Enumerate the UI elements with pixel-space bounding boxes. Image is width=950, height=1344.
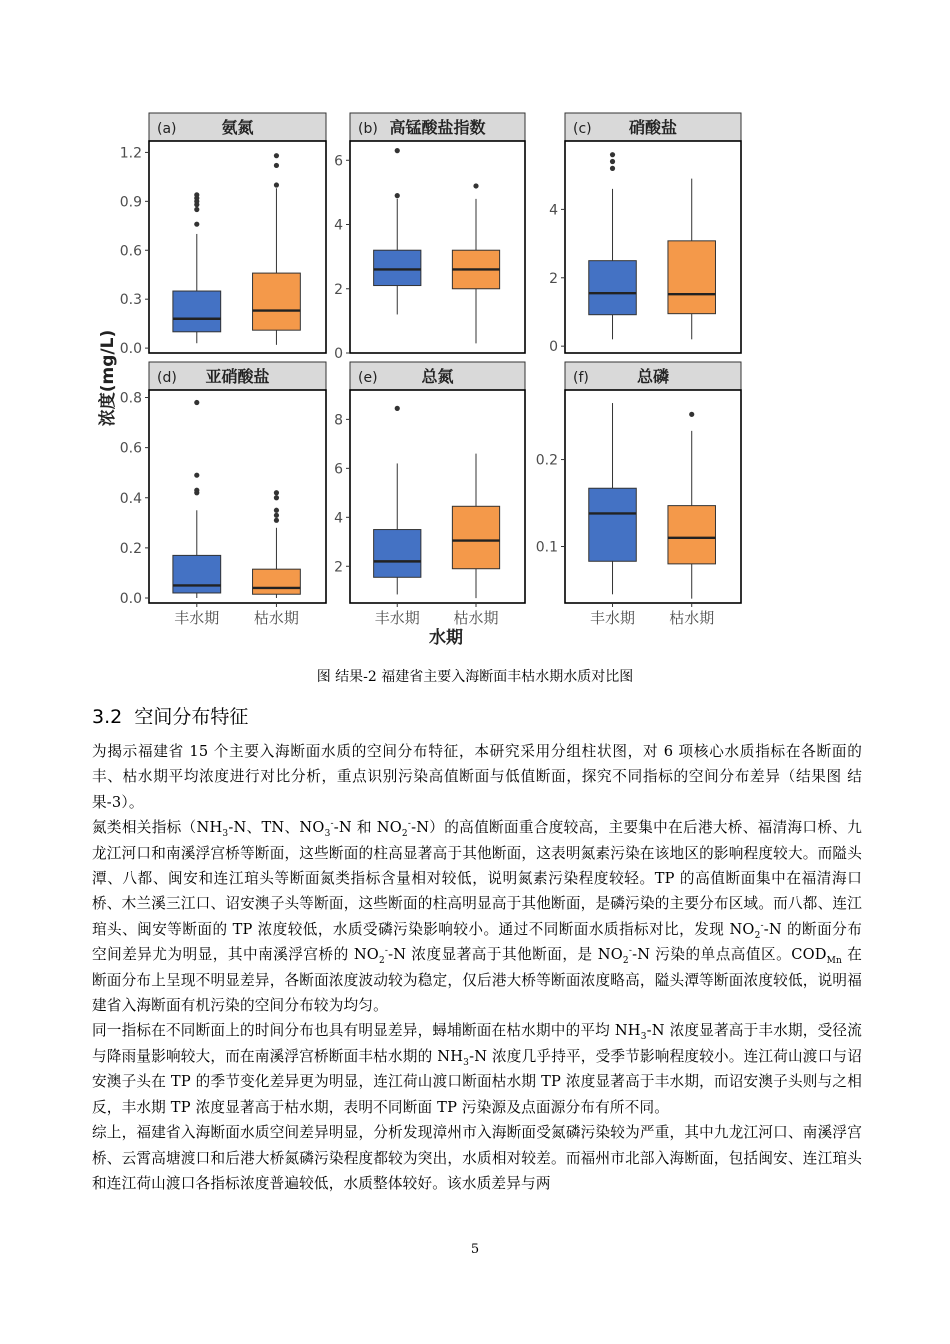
- box-dry: [253, 273, 301, 330]
- y-tick-label: 4: [334, 510, 343, 527]
- y-tick-label: 6: [334, 461, 343, 478]
- y-tick-label: 0.6: [119, 440, 142, 457]
- outlier-point: [194, 488, 199, 493]
- box-dry: [668, 506, 716, 564]
- panel-2: [334, 113, 525, 362]
- y-tick-label: 0.2: [535, 452, 558, 469]
- page-number: 5: [470, 1242, 480, 1257]
- panel-tag: (d): [157, 370, 177, 386]
- outlier-point: [194, 222, 199, 227]
- y-tick-label: 0.8: [119, 390, 142, 407]
- text-run: -N 浓度几乎持平，受季节影响程度较小。连江荷山渡口与诏安澳子头在 TP 的季节变化差异更为明显，连江荷山渡口断面枯水期 TP 浓度显著高于丰水期，而诏安澳子头则与之相反，丰水期 TP 浓度显著高于枯水期，表明不同断面 TP 污染源及点面源分布有所不同。: [92, 1047, 862, 1116]
- text-run: 在断面分布上呈现不明显差异，各断面浓度波动较为稳定，仅后港大桥等断面浓度略高，隘头潭等断面浓度较低，说明福建省入海断面有机污染的空间分布较为均匀。: [92, 946, 863, 1015]
- section-heading: [92, 702, 248, 729]
- box-wet: [173, 291, 221, 332]
- text-run: -N 的断面分布空间差异尤为明显，其中南溪浮宫桥的 NO: [92, 920, 862, 964]
- outlier-point: [194, 400, 199, 405]
- outlier-point: [473, 183, 478, 188]
- y-tick-label: 0.0: [119, 341, 142, 358]
- y-tick-label: 0.1: [535, 539, 558, 556]
- y-tick-label: 0.3: [119, 292, 142, 309]
- x-tick-label: 枯水期: [669, 609, 715, 627]
- outlier-point: [194, 473, 199, 478]
- outlier-point: [274, 182, 279, 187]
- text-run: 同一指标在不同断面上的时间分布也具有明显差异，蟳埔断面在枯水期中的平均 NH: [92, 1022, 641, 1040]
- subscript: 2: [401, 829, 408, 840]
- text-run: 氮类相关指标（NH: [92, 819, 223, 837]
- box-dry: [452, 506, 499, 568]
- box-wet: [374, 250, 421, 285]
- section-title: 空间分布特征: [134, 706, 249, 728]
- text-run: -N、TN、NO: [228, 819, 325, 837]
- panel-title: 硝酸盐: [628, 118, 678, 137]
- y-tick-label: 8: [334, 412, 343, 429]
- boxplot-figure: [0, 0, 950, 660]
- body-text: [92, 739, 862, 1196]
- x-tick-label: 枯水期: [453, 609, 499, 627]
- y-tick-label: 0.2: [119, 540, 142, 557]
- panel-6: [536, 362, 741, 627]
- y-tick-label: 2: [549, 270, 558, 287]
- text-run: -N 和 NO: [333, 819, 402, 837]
- box-wet: [374, 530, 421, 578]
- outlier-point: [395, 193, 400, 198]
- paragraph-4: 综上，福建省入海断面水质空间差异明显，分析发现漳州市入海断面受氮磷污染较为严重，其中九龙江河口、南溪浮宫桥、云霄高塘渡口和后港大桥氮磷污染程度都较为突出，水质相对较差。而福州市北部入海断面，包括闽安、连江琯头和连江荷山渡口各指标浓度普遍较低，水质整体较好。该水质差异与两: [92, 1124, 862, 1192]
- subscript: 3: [463, 1057, 470, 1068]
- text-run: -N 浓度显著高于丰水期，受径流与降雨量影响较大，而在南溪浮宫桥断面丰枯水期的 NH: [92, 1022, 862, 1065]
- section-number: 3.2: [92, 706, 123, 728]
- panel-title: 亚硝酸盐: [205, 367, 270, 386]
- box-wet: [589, 261, 637, 315]
- y-tick-label: 2: [334, 281, 343, 298]
- panel-3: [549, 113, 741, 355]
- panel-tag: (f): [573, 370, 589, 386]
- subscript: 2: [378, 956, 385, 967]
- panel-5: [334, 362, 525, 627]
- x-tick-label: 丰水期: [174, 609, 220, 627]
- outlier-point: [274, 508, 279, 513]
- panel-title: 高锰酸盐指数: [389, 118, 486, 137]
- x-axis-label: 水期: [429, 628, 463, 648]
- y-tick-label: 0: [334, 346, 343, 362]
- box-wet: [173, 555, 221, 593]
- subscript: 2: [622, 956, 629, 967]
- panel-title: 总磷: [636, 367, 670, 386]
- panel-tag: (a): [157, 121, 177, 137]
- outlier-point: [274, 495, 279, 500]
- box-dry: [668, 241, 716, 314]
- outlier-point: [610, 152, 615, 157]
- panel-tag: (e): [358, 370, 378, 386]
- paragraph-2: [92, 815, 862, 1018]
- subscript: 3: [324, 829, 331, 840]
- y-tick-label: 2: [334, 559, 343, 576]
- outlier-point: [274, 153, 279, 158]
- figure-caption: 图 结果-2 福建省主要入海断面丰枯水期水质对比图: [316, 669, 634, 685]
- box-wet: [589, 488, 637, 561]
- y-axis-label: 浓度(mg/L): [98, 329, 118, 427]
- panel-4: [120, 362, 326, 627]
- y-tick-label: 0.9: [119, 194, 142, 211]
- subscript: 3: [640, 1032, 647, 1043]
- y-tick-label: 1.2: [119, 145, 142, 162]
- y-tick-label: 0.4: [119, 490, 142, 507]
- outlier-point: [274, 490, 279, 495]
- outlier-point: [274, 163, 279, 168]
- panel-tag: (b): [358, 121, 378, 137]
- text-run: -N 污染的单点高值区。COD: [632, 946, 827, 964]
- panel-tag: (c): [573, 121, 592, 137]
- x-tick-label: 丰水期: [374, 609, 420, 627]
- y-tick-label: 0.0: [119, 590, 142, 607]
- x-tick-label: 丰水期: [590, 609, 636, 627]
- y-tick-label: 6: [334, 153, 343, 170]
- superscript: -: [628, 946, 633, 957]
- text-run: -N）的高值断面重合度较高，主要集中在后港大桥、福清海口桥、九龙江河口和南溪浮宫桥等断面，这些断面的柱高显著高于其他断面，这表明氮素污染在该地区的影响程度较大。而隘头潭、八都、闽安和连江琯头等断面氮类指标含量相对较低，说明氮素污染程度较轻。TP 的高值断面集中在福清海口桥、木兰溪三江口、诏安澳子头等断面，这些断面的柱高明显高于其他断面，是磷污染的主要分布区域。而八都、连江琯头、闽安等断面的 TP 浓度较低，水质受磷污染影响较小。通过不同断面水质指标对比，发现 NO: [92, 819, 862, 938]
- subscript: 3: [222, 829, 229, 840]
- outlier-point: [610, 166, 615, 171]
- y-tick-label: 0.6: [119, 243, 142, 260]
- subscript: 2: [754, 930, 761, 941]
- outlier-point: [689, 412, 694, 417]
- paragraph-1: 为揭示福建省 15 个主要入海断面水质的空间分布特征，本研究采用分组柱状图，对 6 项核心水质指标在各断面的丰、枯水期平均浓度进行对比分析，重点识别污染高值断面与低值断面，探究不同指标的空间分布差异（结果图 结果-3）。: [92, 743, 862, 811]
- outlier-point: [274, 513, 279, 518]
- outlier-point: [610, 159, 615, 164]
- paragraph-3: [92, 1018, 862, 1120]
- superscript: -: [330, 819, 334, 830]
- x-tick-label: 枯水期: [253, 609, 299, 627]
- panel-1: [120, 113, 326, 357]
- panel-title: 氨氮: [221, 118, 254, 137]
- outlier-point: [194, 207, 199, 212]
- plot-frame: [350, 141, 525, 353]
- y-tick-label: 4: [334, 217, 343, 234]
- outlier-point: [395, 148, 400, 153]
- text-run: -N 浓度显著高于其他断面，是 NO: [388, 946, 623, 964]
- superscript: -: [407, 819, 412, 830]
- outlier-point: [274, 518, 279, 523]
- superscript: -: [760, 920, 764, 931]
- panel-title: 总氮: [421, 367, 454, 386]
- outlier-point: [395, 406, 400, 411]
- subscript: Mn: [826, 956, 843, 967]
- y-tick-label: 0: [549, 339, 558, 356]
- superscript: -: [384, 946, 389, 957]
- y-tick-label: 4: [549, 202, 558, 219]
- outlier-point: [194, 192, 199, 197]
- box-dry: [253, 569, 301, 594]
